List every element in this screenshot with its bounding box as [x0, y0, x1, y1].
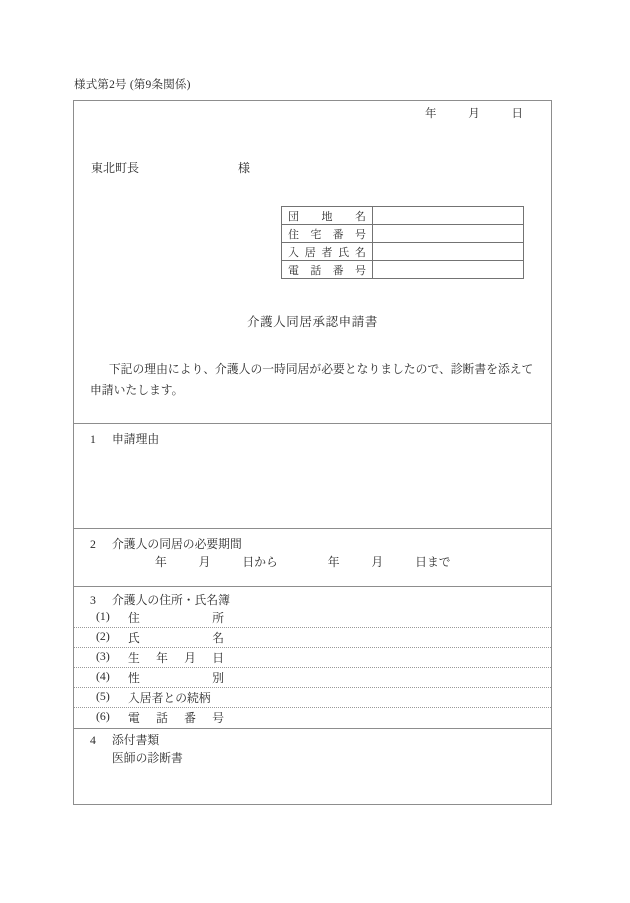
list-item-birthdate[interactable]	[96, 649, 224, 666]
item-label: 性 別	[128, 671, 224, 685]
section-2-label: 介護人の同居の必要期間	[112, 537, 242, 551]
form-frame	[73, 100, 552, 805]
divider-item-1	[74, 627, 551, 628]
section-3-number: 3	[90, 593, 96, 607]
label-text: 団 地 名	[288, 210, 366, 223]
date-month-label: 月	[468, 108, 480, 120]
item-label: 電 話 番 号	[128, 711, 224, 725]
item-index: (5)	[96, 689, 110, 703]
divider-item-2	[74, 647, 551, 648]
list-item-name[interactable]	[96, 629, 224, 646]
row-label-jutaku-bango	[282, 225, 373, 243]
divider-item-5	[74, 707, 551, 708]
period-from-year: 年	[154, 555, 167, 569]
divider-section-4	[74, 728, 551, 729]
section-3-label: 介護人の住所・氏名簿	[112, 593, 230, 607]
item-index: (1)	[96, 609, 110, 623]
section-1-label: 申請理由	[112, 432, 160, 446]
divider-item-3	[74, 667, 551, 668]
table-row	[282, 261, 524, 279]
divider-item-4	[74, 687, 551, 688]
row-value-danchi[interactable]	[373, 207, 524, 225]
list-item-gender[interactable]	[96, 669, 224, 686]
row-value-jutaku-bango[interactable]	[373, 225, 524, 243]
attachment-item: 医師の診断書	[112, 751, 183, 765]
period-from-day: 日から	[242, 555, 278, 569]
section-2-period-line	[90, 553, 451, 570]
table-row	[282, 243, 524, 261]
page-title: 介護人同居承認申請書	[246, 315, 378, 329]
row-label-denwa-bango	[282, 261, 373, 279]
divider-section-1	[74, 423, 551, 424]
section-2-number: 2	[90, 537, 96, 551]
item-index: (4)	[96, 669, 110, 683]
section-1-reason-field[interactable]	[90, 451, 536, 521]
addressee-honorific: 様	[238, 161, 251, 175]
addressee-name: 東北町長	[91, 161, 140, 175]
divider-section-3	[74, 586, 551, 587]
addressee	[91, 159, 250, 176]
label-text: 住 宅 番 号	[288, 228, 366, 241]
row-label-danchi	[282, 207, 373, 225]
item-label: 住 所	[128, 611, 224, 625]
section-2-heading	[90, 535, 242, 552]
table-row	[282, 225, 524, 243]
period-to-year: 年	[327, 555, 340, 569]
date-day-label: 日	[511, 108, 523, 120]
label-text: 入 居 者 氏 名	[288, 246, 366, 259]
date-year-label: 年	[425, 108, 437, 120]
item-index: (6)	[96, 709, 110, 723]
item-index: (3)	[96, 649, 110, 663]
section-1-heading	[90, 430, 159, 447]
list-item-relationship[interactable]	[96, 689, 224, 706]
section-4-label: 添付書類	[112, 733, 160, 747]
table-row	[282, 207, 524, 225]
item-label: 氏 名	[128, 631, 224, 645]
label-text: 電 話 番 号	[288, 264, 366, 277]
section-3-heading	[90, 591, 230, 608]
period-to-month: 月	[371, 555, 384, 569]
list-item-phone[interactable]	[96, 709, 224, 726]
item-label: 生 年 月 日	[128, 651, 224, 665]
item-label: 入居者との続柄	[128, 691, 211, 705]
row-value-nyukyosha-shimei[interactable]	[373, 243, 524, 261]
list-item-address[interactable]	[96, 609, 224, 626]
section-4-heading	[90, 731, 159, 748]
row-label-nyukyosha-shimei	[282, 243, 373, 261]
section-1-number: 1	[90, 432, 96, 446]
period-to-day: 日まで	[415, 555, 451, 569]
item-index: (2)	[96, 629, 110, 643]
divider-section-2	[74, 528, 551, 529]
applicant-info-table	[281, 206, 524, 279]
body-paragraph: 下記の理由により、介護人の一時同居が必要となりましたので、診断書を添えて 申請いたします。	[90, 362, 546, 397]
form-number: 様式第2号 (第9条関係)	[74, 79, 191, 91]
section-4-number: 4	[90, 733, 96, 747]
date-line	[74, 105, 551, 121]
row-value-denwa-bango[interactable]	[373, 261, 524, 279]
period-from-month: 月	[198, 555, 211, 569]
